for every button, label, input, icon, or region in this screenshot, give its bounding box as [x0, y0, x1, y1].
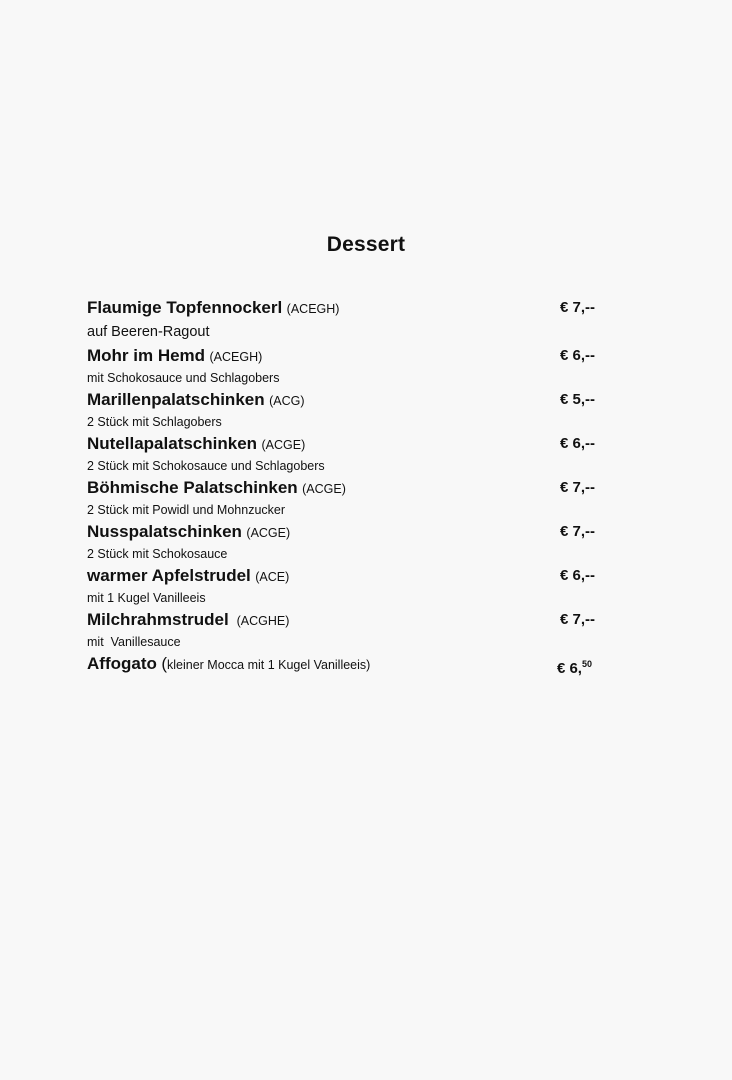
item-description: mit Schokosauce und Schlagobers — [87, 371, 280, 385]
item-paren: ( — [161, 654, 167, 673]
item-price: € 7,-- — [559, 299, 595, 316]
item-name: Nutellapalatschinken — [87, 434, 258, 453]
price-main: € 6, — [556, 660, 582, 677]
item-name: Flaumige Topfennockerl — [87, 298, 283, 317]
item-allergens: (ACE) — [255, 570, 290, 584]
item-name: warmer Apfelstrudel — [87, 566, 251, 585]
item-description: 2 Stück mit Schokosauce — [87, 547, 228, 561]
item-name: Affogato — [87, 654, 157, 673]
item-name: Mohr im Hemd — [87, 346, 206, 365]
menu-item-marillenpalatschinken — [87, 388, 607, 432]
dessert-menu — [87, 296, 607, 676]
item-description: 2 Stück mit Schlagobers — [87, 415, 222, 429]
item-price: € 7,-- — [559, 611, 595, 628]
menu-item-topfennockerl — [87, 296, 607, 344]
menu-item-affogato — [87, 652, 607, 676]
item-description: mit Vanillesauce — [87, 635, 181, 649]
menu-item-boehmische-palatschinken — [87, 476, 607, 520]
price-cents: 50 — [581, 659, 592, 669]
item-price: € 6,-- — [559, 435, 595, 452]
item-name: Nusspalatschinken — [87, 522, 242, 541]
item-description: mit 1 Kugel Vanilleeis — [87, 591, 206, 605]
item-description: 2 Stück mit Schokosauce und Schlagobers — [87, 459, 325, 473]
item-description: 2 Stück mit Powidl und Mohnzucker — [87, 503, 286, 517]
item-detail: kleiner Mocca mit 1 Kugel Vanilleeis) — [167, 658, 371, 672]
item-price: € 6,-- — [559, 347, 595, 364]
menu-item-apfelstrudel — [87, 564, 607, 608]
menu-item-nusspalatschinken — [87, 520, 607, 564]
menu-item-nutellapalatschinken — [87, 432, 607, 476]
item-name: Marillenpalatschinken — [87, 390, 265, 409]
item-allergens: (ACGE) — [246, 526, 291, 540]
item-allergens: (ACG) — [269, 394, 305, 408]
item-price: € 7,-- — [559, 479, 595, 496]
item-price: € 6,-- — [559, 567, 595, 584]
menu-item-mohr-im-hemd — [87, 344, 607, 388]
item-price — [557, 652, 592, 681]
item-name: Böhmische Palatschinken — [87, 478, 298, 497]
item-allergens: (ACGE) — [302, 482, 346, 496]
item-allergens: (ACEGH) — [286, 302, 340, 316]
item-allergens: (ACGE) — [261, 438, 306, 452]
item-name: Milchrahmstrudel — [87, 610, 229, 629]
item-price: € 7,-- — [559, 523, 595, 540]
menu-item-milchrahmstrudel — [87, 608, 607, 652]
item-allergens: (ACGHE) — [233, 614, 290, 628]
item-description: auf Beeren-Ragout — [87, 324, 210, 340]
item-allergens: (ACEGH) — [209, 350, 263, 364]
item-price: € 5,-- — [559, 391, 595, 408]
page-title: Dessert — [326, 233, 406, 256]
